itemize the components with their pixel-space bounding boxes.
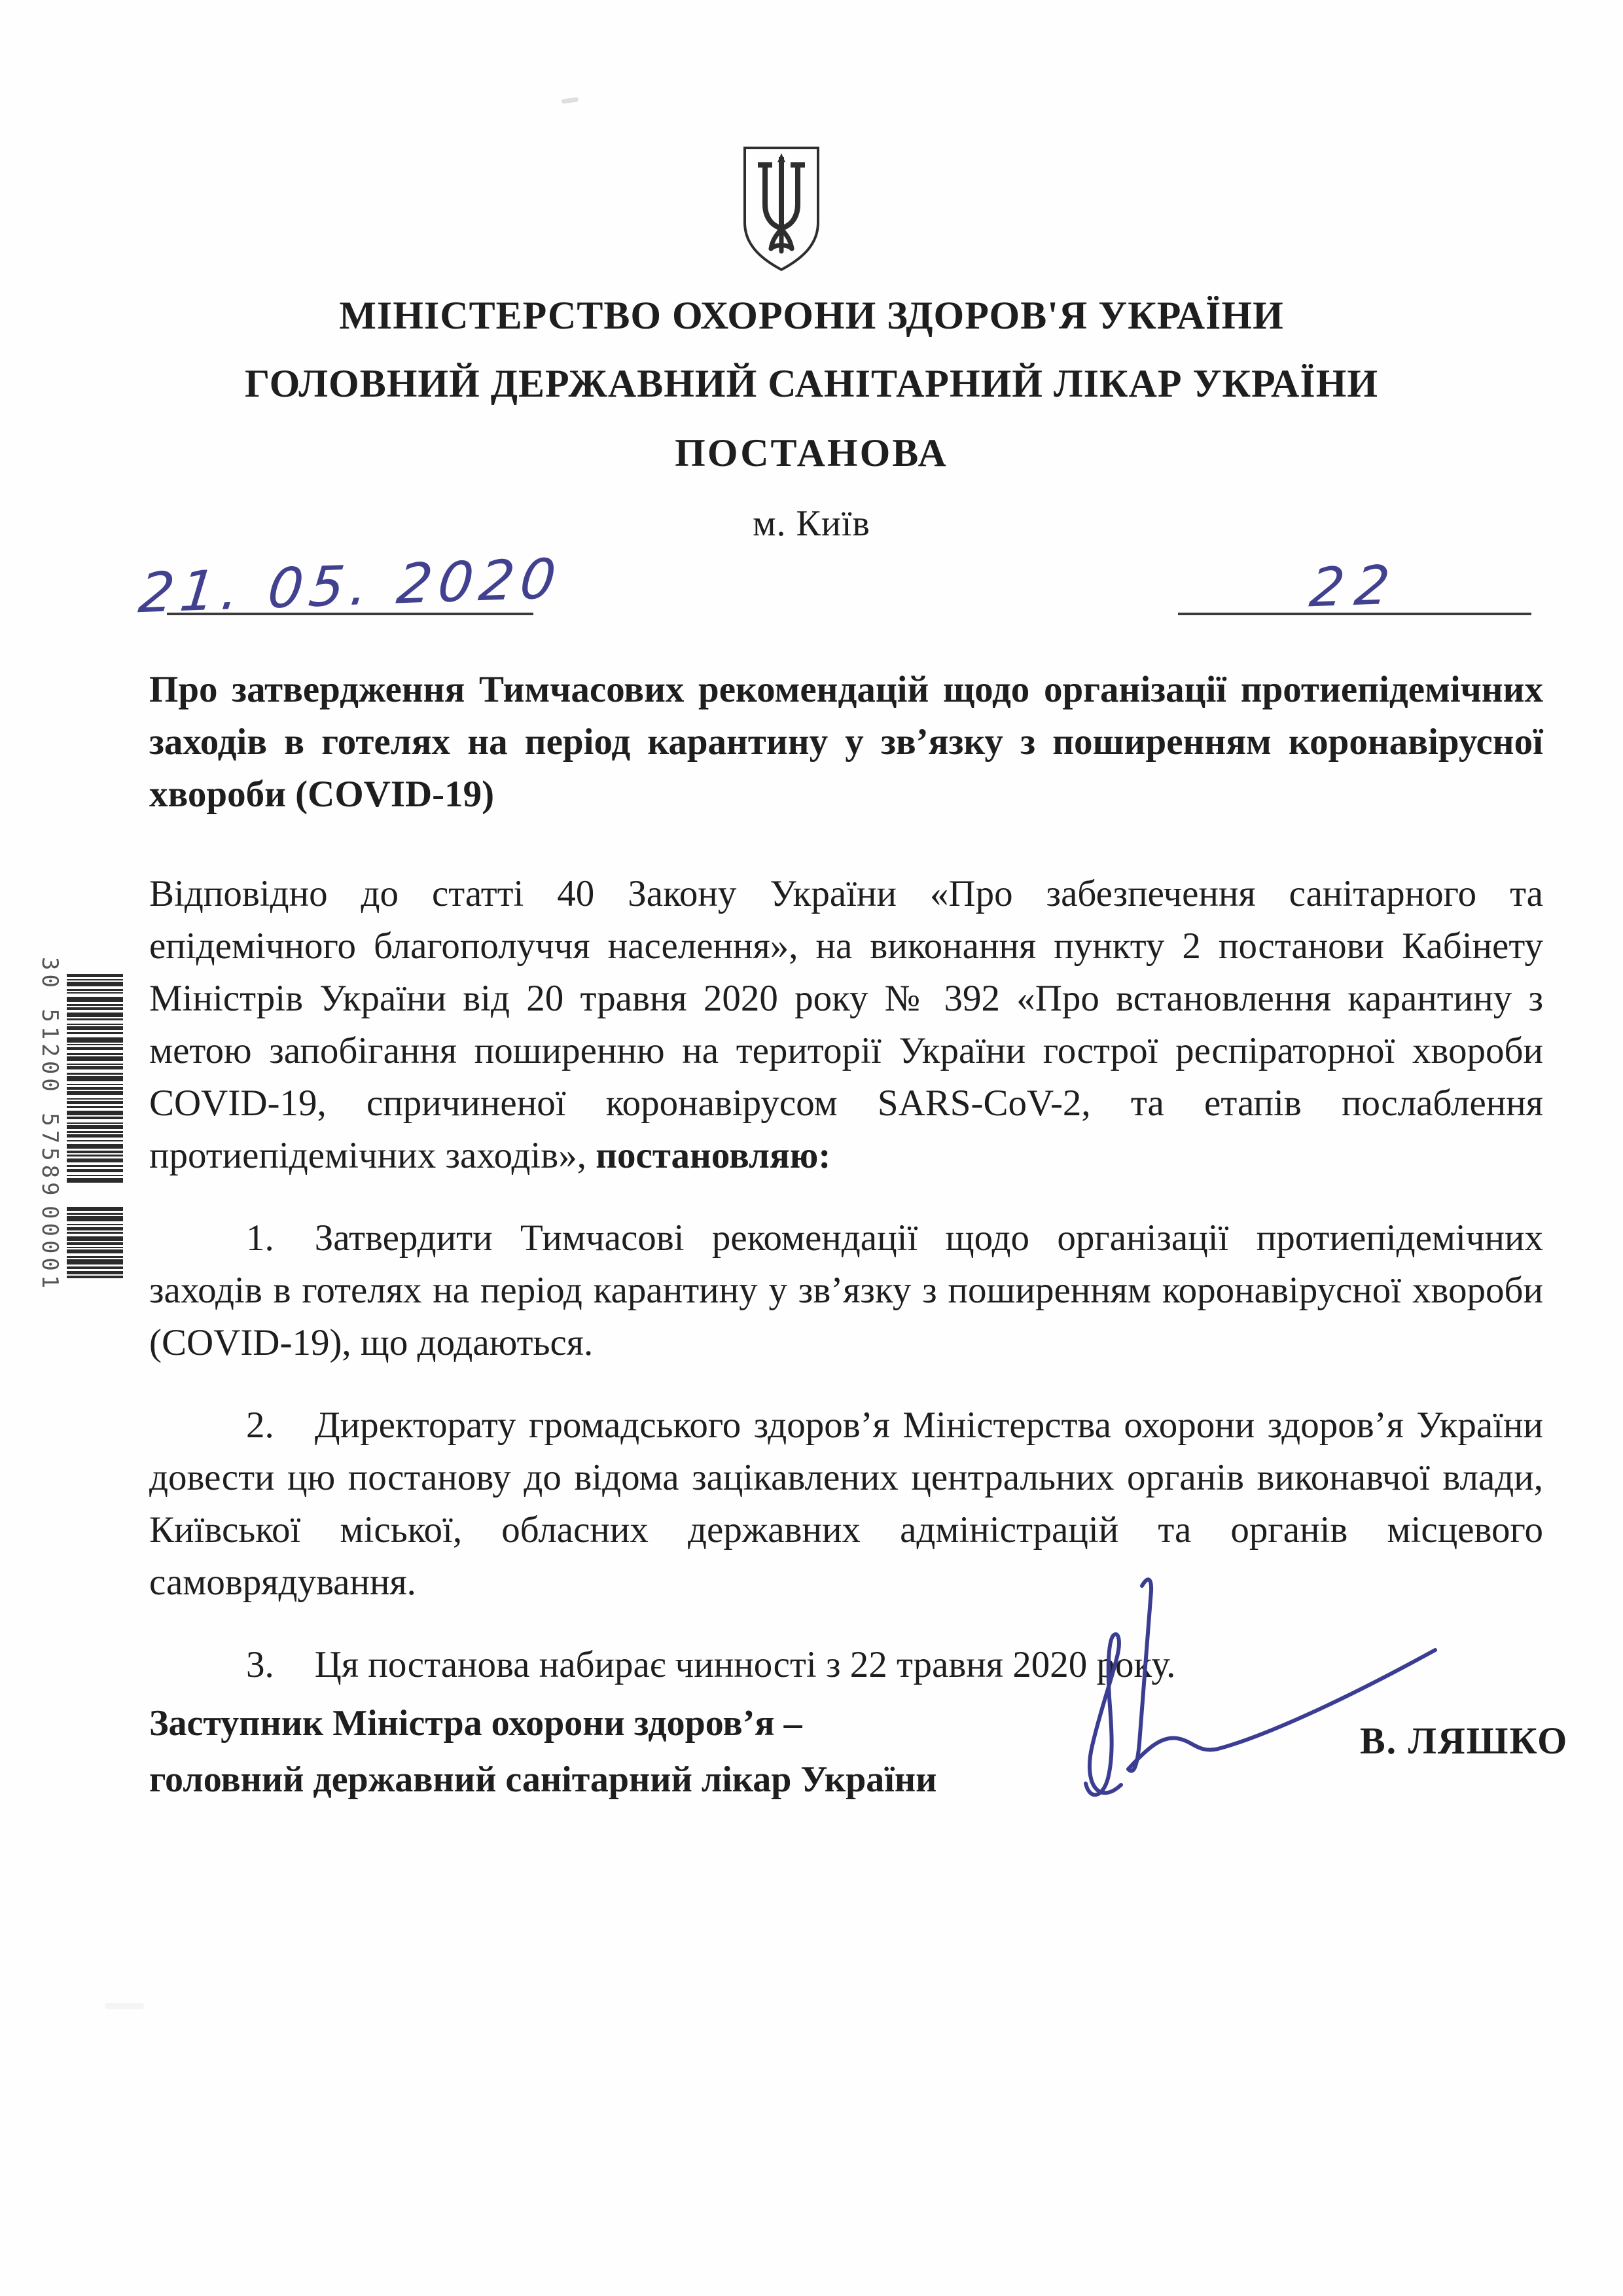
city-label: м. Київ xyxy=(753,503,870,544)
barcode-bars-upper xyxy=(67,974,123,1189)
signer-position-line1: Заступник Міністра охорони здоров’я – xyxy=(149,1703,802,1744)
item-1-number: 1. xyxy=(246,1217,274,1259)
barcode-bars-lower xyxy=(67,1207,123,1284)
preamble-paragraph xyxy=(149,868,1543,1182)
preamble-text: Відповідно до статті 40 Закону України «Про забезпечення санітарного та епідемічного благополуччя населення», на виконання пункту 2 постанови Кабінету Міністрів України від 20 травня 2020 року № 392 «Про встановлення карантину з метою запобігання поширенню на території України гострої респіраторної хвороби COVID-19, спричиненої коронавірусом SARS-CoV-2, та етапів послаблення протиепідемічних заходів», xyxy=(149,873,1543,1176)
handwritten-number: 22 xyxy=(1306,554,1403,620)
ministry-title: МІНІСТЕРСТВО ОХОРОНИ ЗДОРОВ'Я УКРАЇНИ xyxy=(339,294,1284,337)
barcode-number-main: 30 51200 57589 xyxy=(37,957,63,1200)
barcode-number-suffix: 00001 xyxy=(37,1206,63,1293)
signer-name: В. ЛЯШКО xyxy=(1360,1719,1569,1762)
item-2-number: 2. xyxy=(246,1405,274,1446)
item-1 xyxy=(149,1212,1543,1369)
item-3-number: 3. xyxy=(246,1644,274,1685)
signer-position xyxy=(149,1695,1013,1808)
handwritten-signature xyxy=(1044,1568,1456,1816)
ukraine-trident-emblem xyxy=(738,144,825,275)
document-type-title: ПОСТАНОВА xyxy=(675,431,948,475)
date-field xyxy=(135,543,565,626)
item-2-text: Директорату громадського здоров’я Міністерства охорони здоров’я України довести цю постанову до відома зацікавлених центральних органів виконавчої влади, Київської міської, обласних державних адміністрацій та органів місцевого самоврядування. xyxy=(149,1405,1543,1603)
item-1-text: Затвердити Тимчасові рекомендації щодо організації протиепідемічних заходів в готелях на період карантину у зв’язку з поширенням коронавірусної хвороби (COVID-19), що додаються. xyxy=(149,1217,1543,1363)
scan-artifact xyxy=(105,2003,144,2009)
resolve-word: постановляю: xyxy=(596,1135,831,1176)
number-field xyxy=(1178,543,1531,620)
authority-title: ГОЛОВНИЙ ДЕРЖАВНИЙ САНІТАРНИЙ ЛІКАР УКРАЇНИ xyxy=(244,362,1379,405)
subject-paragraph: Про затвердження Тимчасових рекомендацій щодо організації протиепідемічних заходів в готелях на період карантину у зв’язку з поширенням коронавірусної хвороби (COVID-19) xyxy=(149,669,1543,815)
signer-position-line2: головний державний санітарний лікар України xyxy=(149,1759,937,1800)
document-body xyxy=(149,664,1543,1691)
scan-artifact xyxy=(562,97,579,104)
handwritten-date: 21. 05. 2020 xyxy=(135,547,565,626)
item-3-text: Ця постанова набирає чинності з 22 травня 2020 року. xyxy=(314,1644,1176,1685)
